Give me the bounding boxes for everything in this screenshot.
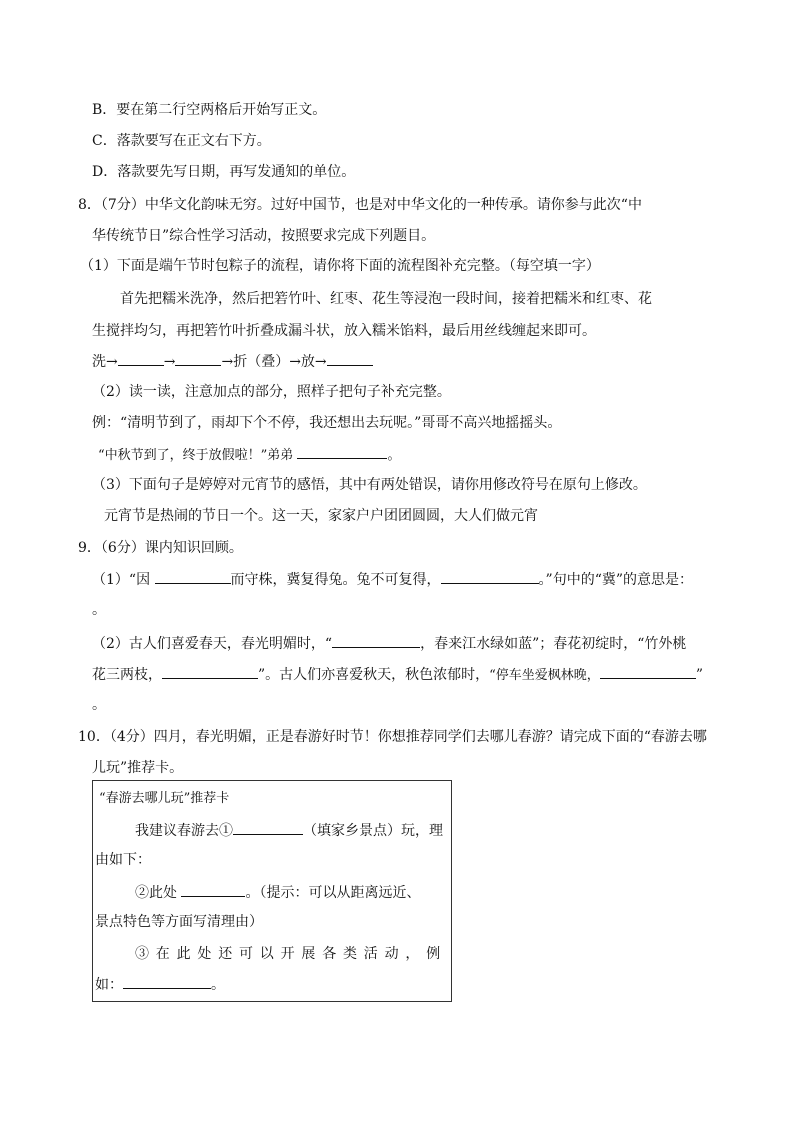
flow-arrow: → xyxy=(163,354,176,370)
q9-part2-line1: （2）古人们喜爱春天，春光明媚时，“ ，春来江水绿如蓝”；春花初绽时，“竹外桃 xyxy=(92,633,686,654)
q8-part3-sentence: 元宵节是热闹的节日一个。这一天，家家户户团团圆圆，大人们做元宵 xyxy=(104,508,538,524)
q8-part1-text-line2: 生搅拌均匀，再把箬竹叶折叠成漏斗状，放入糯米馅料，最后用丝线缠起来即可。 xyxy=(92,323,596,339)
q9-blank-1[interactable] xyxy=(155,569,231,584)
recommendation-card xyxy=(92,780,452,1002)
card-item-2: ②此处 。（提示：可以从距离远近、 xyxy=(135,882,420,903)
q9-blank-3[interactable] xyxy=(332,633,420,648)
q8-part2-prompt: （2）读一读，注意加点的部分，照样子把句子补充完整。 xyxy=(92,384,451,400)
flow-blank-3[interactable] xyxy=(327,351,373,366)
q9-blank-2[interactable] xyxy=(441,569,539,584)
flow-fold: →折（叠）→放→ xyxy=(221,354,327,370)
q7-option-c: C．落款要写在正文右下方。 xyxy=(92,133,271,149)
card-item-1: 我建议春游去① （填家乡景点）玩，理 xyxy=(135,820,443,841)
card-item-3-cont: 如： 。 xyxy=(95,974,225,995)
card-item-1-cont: 由如下： xyxy=(95,852,151,868)
flow-blank-2[interactable] xyxy=(175,351,221,366)
card-item-2-hint: 景点特色等方面写清理由） xyxy=(95,914,263,930)
q8-part1-text-line1: 首先把糯米洗净，然后把箬竹叶、红枣、花生等浸泡一段时间，接着把糯米和红枣、花 xyxy=(120,291,652,307)
flowchart xyxy=(92,351,373,372)
q9-blank-5[interactable] xyxy=(600,664,696,679)
q9-part2-line2: 花三两枝， ”。古人们亦喜爱秋天，秋色浓郁时，“停车坐爱枫林晚， ” xyxy=(92,664,703,686)
q9-part1-end: 。 xyxy=(92,602,106,618)
q9-part2-end: 。 xyxy=(92,697,106,713)
q8-stem-line2: 华传统节日”综合性学习活动，按照要求完成下列题目。 xyxy=(92,228,436,244)
q9-title: 9．（6分）课内知识回顾。 xyxy=(78,540,243,556)
q8-part1-prompt: （1）下面是端午节时包粽子的流程，请你将下面的流程图补充完整。（每空填一字） xyxy=(80,258,600,274)
card-blank-3[interactable] xyxy=(123,974,211,989)
flow-blank-1[interactable] xyxy=(118,351,164,366)
q10-stem-line2: 儿玩”推荐卡。 xyxy=(92,760,184,776)
q7-option-d: D．落款要先写日期，再写发通知的单位。 xyxy=(92,164,356,180)
card-item-3: ③在此处还可以开展各类活动，例 xyxy=(135,946,447,962)
flow-start: 洗→ xyxy=(92,354,118,370)
card-blank-2[interactable] xyxy=(181,882,245,897)
q10-stem-line1: 10．（4分）四月，春光明媚，正是春游好时节！你想推荐同学们去哪儿春游？请完成下面的“春游去哪 xyxy=(78,729,707,745)
q8-part3-prompt: （3）下面句子是婷婷对元宵节的感悟，其中有两处错误，请你用修改符号在原句上修改。 xyxy=(92,477,647,493)
q8-part2-blank[interactable] xyxy=(297,444,387,459)
card-title: “春游去哪儿玩”推荐卡 xyxy=(99,791,230,806)
q8-stem-line1: 8．（7分）中华文化韵味无穷。过好中国节，也是对中华文化的一种传承。请你参与此次“中 xyxy=(78,197,642,213)
q8-part2-task: “中秋节到了，终于放假啦！”弟弟 。 xyxy=(98,444,400,466)
q9-blank-4[interactable] xyxy=(162,664,258,679)
q9-part1: （1）“因 而守株，冀复得兔。兔不可复得， 。”句中的“冀”的意思是： xyxy=(92,569,693,590)
card-blank-1[interactable] xyxy=(233,820,303,835)
q7-option-b: B．要在第二行空两格后开始写正文。 xyxy=(92,102,327,118)
q8-part2-example: 例：“清明节到了，雨却下个不停，我还想出去玩呢。”哥哥不高兴地摇摇头。 xyxy=(92,415,562,431)
